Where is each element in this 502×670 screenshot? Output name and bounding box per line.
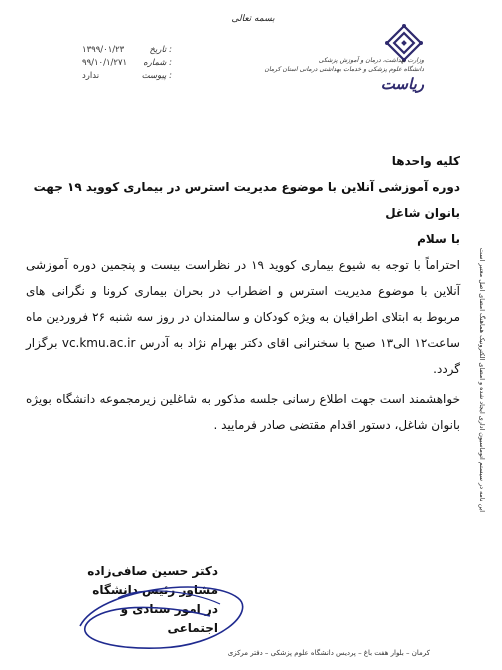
subject-line-1: دوره آموزشی آنلاین با موضوع مدیریت استرس در بیماری کووید ۱۹ جهت <box>33 180 460 194</box>
recipient: کلیه واحدها <box>391 154 460 168</box>
meta-date <box>82 44 172 57</box>
greeting: با سلام <box>417 232 460 246</box>
department-name: ریاست <box>380 75 424 93</box>
subject-line-2: بانوان شاغل <box>385 206 460 220</box>
meta-date-label: تاریخ : <box>149 45 172 55</box>
paragraph-2: خواهشمند است جهت اطلاع رسانی جلسه مذکور به شاغلین زیرمجموعه دانشگاه بویژه بانوان شاغل، دستور اقدام مقتضی صادر فرمایید . <box>26 392 460 432</box>
meeting-url-link[interactable]: vc.kmu.ac.ir <box>61 336 136 350</box>
letter-meta <box>82 44 172 83</box>
paragraph-1-end: برگزار گردد. <box>26 336 460 376</box>
meta-number-label: شماره : <box>143 58 172 68</box>
meta-attachment <box>82 70 172 83</box>
signature-block <box>86 562 218 638</box>
paragraph-1 <box>26 252 460 382</box>
footer-address: کرمان – بلوار هفت باغ – پردیس دانشگاه علوم پزشکی – دفتر مرکزی <box>227 649 430 657</box>
letter-body <box>26 148 460 438</box>
signer-title-2: در امور ستادی و اجتماعی <box>120 602 218 635</box>
basmala: بسمه تعالی <box>231 14 275 24</box>
university-header <box>214 56 424 94</box>
meta-attachment-label: پیوست : <box>141 71 172 81</box>
signer-title-1: مشاور رئیس دانشگاه <box>92 583 218 597</box>
meta-attachment-value: ندارد <box>82 71 100 81</box>
university-name: وزارت بهداشت، درمان و آموزش پزشکی دانشگاه علوم پزشکی و خدمات بهداشتی درمانی استان کرمان <box>264 57 424 73</box>
meta-number-value: ۹۹/۱۰/۱/۲۷۱ <box>82 58 128 68</box>
meta-date-value: ۱۳۹۹/۰۱/۲۳ <box>82 45 125 55</box>
side-note: این نامه در سیستم اتوماسیون اداری ایجاد شده و امضای الکترونیک هماهنگ امضای اصل معتبر است <box>478 247 486 512</box>
meta-number <box>82 57 172 70</box>
signer-name: دکتر حسین صافی‌زاده <box>87 564 218 578</box>
paragraph-1-text: احتراماً با توجه به شیوع بیماری کووید ۱۹ در نظراست بیست و پنجمین دوره آموزشی آنلاین با موضوع مدیریت استرس و اضطراب در بحران بیماری کرونا و نگرانی های مربوط به ابتلای اطرافیان به ویژه کودکان و سالمندان در روز سه شنبه ۲۶ فروردین ماه ساعت۱۲ الی۱۳ صبح با سخنرانی اقای دکتر بهرام نژاد به آدرس <box>26 258 460 350</box>
